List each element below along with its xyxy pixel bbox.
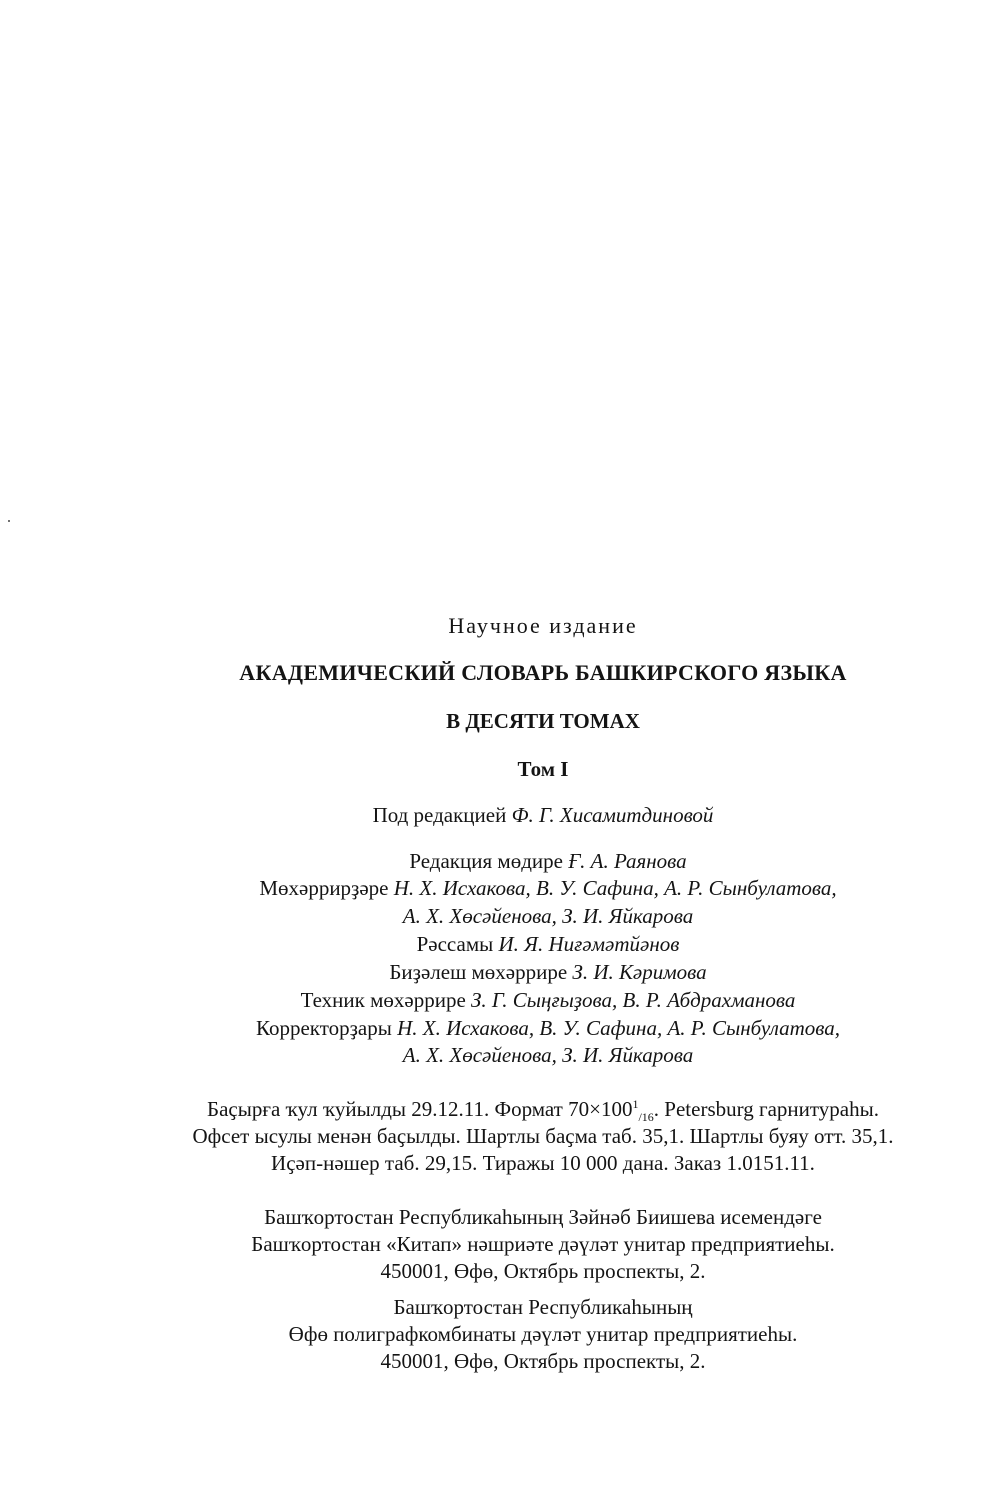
credit-line [96,1041,1000,1069]
credit-label: Биҙәлеш мөхәррире [389,960,568,984]
credit-names: Н. Х. Исхакова, В. У. Сафина, А. Р. Сынбулатова, [397,1016,840,1040]
editor-line [86,801,1000,829]
publisher-line: Башҡортостан «Китап» нәшриәте дәүләт унитар предприятиеһы. [251,1232,835,1256]
editor-name: Ф. Г. Хисамитдиновой [511,803,714,827]
print-info-line-1 [86,1095,1000,1123]
printer-address: 450001, Өфө, Октябрь проспекты, 2. [380,1349,706,1373]
credit-line [96,958,1000,986]
credit-line [96,986,1000,1014]
publisher-line: Башҡортостан Республикаһының Зәйнәб Биишева исемендәге [264,1205,822,1229]
credit-label: Мөхәррирҙәре [259,876,389,900]
format-superscript: 1 [632,1097,639,1111]
editor-label: Под редакцией [372,803,507,827]
credit-label: Рәссамы [416,932,494,956]
credit-names: И. Я. Ниғәмәтйәнов [498,932,680,956]
credit-names: З. И. Кәримова [572,960,707,984]
printer-line: Башҡортостан Республикаһының [393,1295,693,1319]
book-subtitle: В ДЕСЯТИ ТОМАХ [446,709,640,733]
printer-line: Өфө полиграфкомбинаты дәүләт унитар предприятиеһы. [288,1322,798,1346]
credit-label: Техник мөхәррире [300,988,466,1012]
credit-line [96,930,1000,958]
publisher-address: 450001, Өфө, Октябрь проспекты, 2. [380,1259,706,1283]
print-info-format: Баҫырға ҡул ҡуйылды 29.12.11. Формат 70×100 [207,1097,633,1121]
format-subscript: /16 [638,1110,654,1125]
book-title: АКАДЕМИЧЕСКИЙ СЛОВАРЬ БАШКИРСКОГО ЯЗЫКА [239,660,847,685]
credit-label: Редакция мөдире [409,849,563,873]
print-info-line-2: Офсет ысулы менән баҫылды. Шартлы баҫма таб. 35,1. Шартлы буяу отт. 35,1. [192,1124,894,1148]
credit-line [96,902,1000,930]
credit-names: З. Г. Сыңғыҙова, В. Р. Абдрахманова [471,988,796,1012]
print-info-typeface: . Petersburg гарнитураһы. [653,1097,879,1121]
credit-names: Ғ. А. Раянова [568,849,687,873]
credit-line [96,1014,1000,1042]
credit-line [96,847,1000,875]
stray-dot [8,520,10,522]
credit-names: А. Х. Хөсәйенова, З. И. Яйкарова [402,1043,694,1067]
volume-number: Том I [517,757,569,781]
credit-label: Корректорҙары [256,1016,392,1040]
edition-type: Научное издание [448,613,638,638]
credit-names: А. Х. Хөсәйенова, З. И. Яйкарова [402,904,694,928]
print-info-line-3: Иҫәп-нәшер таб. 29,15. Тиражы 10 000 дана. Заказ 1.0151.11. [271,1151,815,1175]
credit-names: Н. Х. Исхакова, В. У. Сафина, А. Р. Сынбулатова, [393,876,837,900]
credit-line [96,874,1000,902]
